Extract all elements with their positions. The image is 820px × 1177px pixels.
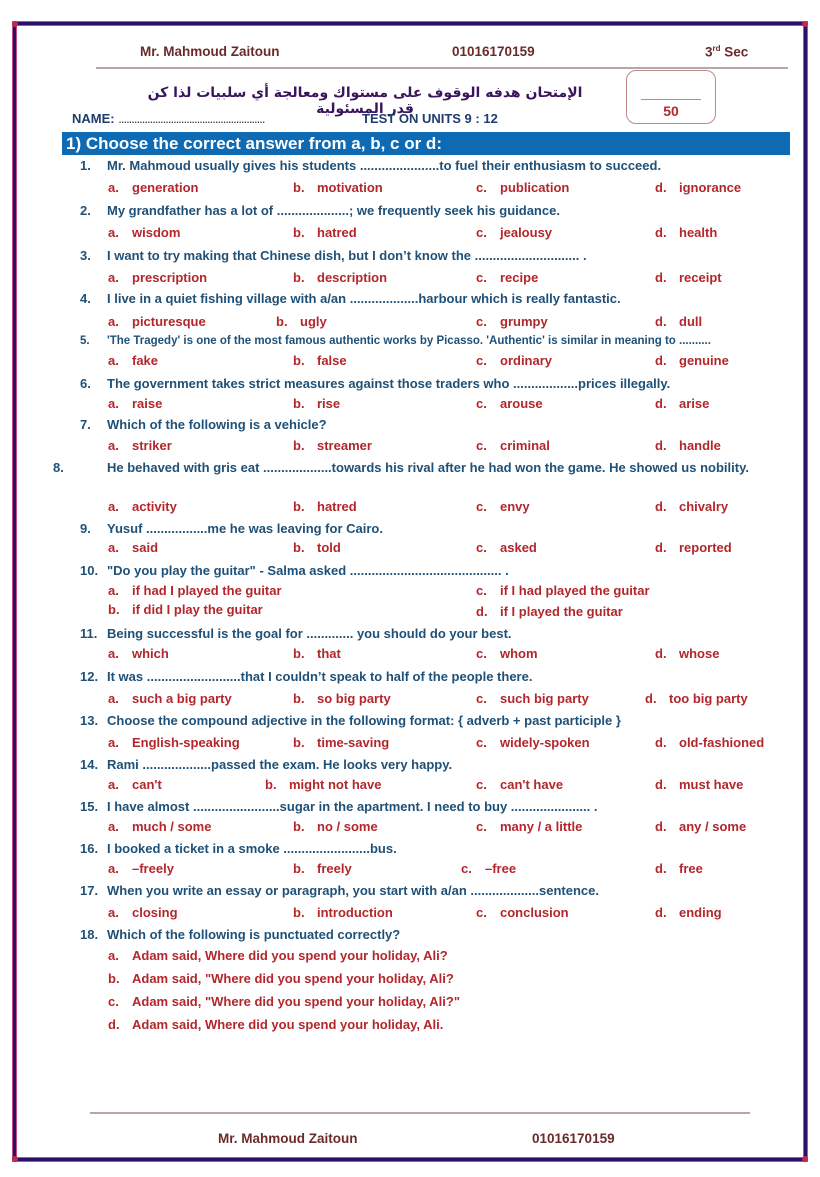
option-letter: b.	[293, 499, 305, 514]
option-letter: d.	[655, 180, 667, 195]
option-text: criminal	[500, 438, 550, 453]
option-b[interactable]	[293, 225, 357, 240]
question-text: The government takes strict measures against those traders who ..................prices illegally.	[107, 376, 671, 391]
option-text: hatred	[317, 225, 357, 240]
question-number: 14.	[80, 757, 99, 772]
option-text: generation	[132, 180, 199, 195]
option-text: if had I played the guitar	[132, 583, 282, 598]
option-text: jealousy	[500, 225, 553, 240]
option-text: can't have	[500, 777, 564, 792]
option-letter: a.	[108, 314, 119, 329]
option-text: might not have	[289, 777, 382, 792]
question-text: I have almost ........................sugar in the apartment. I need to buy ...................... .	[107, 799, 598, 814]
option-d[interactable]	[655, 777, 743, 792]
question-number: 10.	[80, 563, 99, 578]
option-text: time-saving	[317, 735, 390, 750]
question-number: 16.	[80, 841, 99, 856]
border-corner-ornament	[12, 1156, 18, 1162]
name-blank: ........................................................	[118, 111, 265, 126]
option-a[interactable]	[108, 396, 162, 411]
question-16	[80, 841, 397, 856]
option-b[interactable]	[293, 180, 383, 195]
option-b[interactable]	[293, 540, 341, 555]
option-d[interactable]	[655, 735, 764, 750]
test-title: TEST ON UNITS 9 : 12	[362, 111, 498, 126]
option-letter: d.	[655, 646, 667, 661]
option-c[interactable]	[476, 314, 548, 329]
question-text: Choose the compound adjective in the following format: { adverb + past participle }	[107, 713, 621, 728]
option-a[interactable]	[108, 861, 174, 876]
option-d[interactable]	[655, 540, 732, 555]
option-letter: b.	[293, 861, 305, 876]
option-text: introduction	[317, 905, 393, 920]
option-text: such big party	[500, 691, 589, 706]
question-text: When you write an essay or paragraph, you start with a/an ...................sentence.	[107, 883, 599, 898]
question-15	[80, 799, 598, 814]
option-letter: a.	[108, 438, 119, 453]
option-b[interactable]	[293, 691, 391, 706]
option-a[interactable]	[108, 905, 178, 920]
option-text: grumpy	[500, 314, 548, 329]
option-d[interactable]	[655, 646, 719, 661]
option-text: raise	[132, 396, 163, 411]
option-text: told	[317, 540, 341, 555]
option-letter: c.	[476, 905, 487, 920]
option-c[interactable]	[476, 438, 550, 453]
question-text: Yusuf .................me he was leaving for Cairo.	[107, 521, 383, 536]
name-label: NAME:	[72, 111, 115, 126]
option-letter: a.	[108, 646, 119, 661]
option-letter: b.	[108, 602, 120, 617]
option-text: Adam said, Where did you spend your holiday, Ali?	[132, 948, 448, 963]
option-b[interactable]	[293, 438, 372, 453]
option-a[interactable]	[108, 819, 211, 834]
option-letter: c.	[476, 314, 487, 329]
option-text: chivalry	[679, 499, 729, 514]
question-2	[80, 203, 560, 218]
option-text: must have	[679, 777, 744, 792]
footer-phone: 01016170159	[532, 1131, 615, 1146]
option-text: receipt	[679, 270, 722, 285]
option-text: ending	[679, 905, 722, 920]
option-letter: d.	[108, 1017, 120, 1032]
option-d[interactable]	[655, 438, 721, 453]
option-letter: a.	[108, 819, 119, 834]
option-text: streamer	[317, 438, 372, 453]
option-letter: a.	[108, 948, 119, 963]
option-letter: d.	[655, 499, 667, 514]
option-letter: a.	[108, 225, 119, 240]
option-letter: a.	[108, 691, 119, 706]
border-corner-ornament	[802, 1156, 808, 1162]
option-letter: a.	[108, 905, 119, 920]
option-b[interactable]	[108, 971, 454, 986]
question-text: Being successful is the goal for ............. you should do your best.	[107, 626, 512, 641]
option-a[interactable]	[108, 777, 162, 792]
option-letter: d.	[655, 225, 667, 240]
option-letter: b.	[293, 735, 305, 750]
option-c[interactable]	[476, 691, 589, 706]
option-text: picturesque	[132, 314, 206, 329]
question-number: 5.	[80, 335, 90, 347]
option-text: –free	[485, 861, 517, 876]
option-d[interactable]	[655, 861, 703, 876]
option-c[interactable]	[476, 819, 582, 834]
option-d[interactable]	[645, 691, 748, 706]
question-6	[80, 376, 670, 391]
option-letter: a.	[108, 499, 119, 514]
option-b[interactable]	[276, 314, 327, 329]
option-text: closing	[132, 905, 178, 920]
option-letter: b.	[293, 819, 305, 834]
option-a[interactable]	[108, 691, 232, 706]
question-number: 13.	[80, 713, 99, 728]
option-letter: b.	[293, 353, 305, 368]
option-a[interactable]	[108, 583, 282, 598]
option-a[interactable]	[108, 948, 448, 963]
question-text: I booked a ticket in a smoke ........................bus.	[107, 841, 397, 856]
question-1	[80, 158, 661, 173]
question-3	[80, 248, 587, 263]
option-letter: d.	[655, 353, 667, 368]
question-number: 6.	[80, 376, 91, 391]
option-text: envy	[500, 499, 530, 514]
option-b[interactable]	[293, 499, 357, 514]
option-text: that	[317, 646, 341, 661]
option-text: publication	[500, 180, 570, 195]
option-text: fake	[132, 353, 159, 368]
option-letter: d.	[655, 270, 667, 285]
question-text: "Do you play the guitar" - Salma asked .......................................... .	[107, 563, 509, 578]
option-c[interactable]	[476, 777, 563, 792]
option-letter: a.	[108, 353, 119, 368]
question-number: 1.	[80, 158, 91, 173]
option-d[interactable]	[655, 225, 717, 240]
option-letter: a.	[108, 777, 119, 792]
option-letter: c.	[476, 270, 487, 285]
option-letter: b.	[293, 270, 305, 285]
header-teacher-name: Mr. Mahmoud Zaitoun	[140, 44, 280, 59]
option-c[interactable]	[476, 583, 650, 598]
option-letter: d.	[645, 691, 657, 706]
option-c[interactable]	[476, 180, 569, 195]
question-number: 4.	[80, 291, 91, 306]
option-d[interactable]	[655, 270, 722, 285]
option-letter: c.	[476, 540, 487, 555]
option-c[interactable]	[476, 905, 569, 920]
question-14	[80, 757, 452, 772]
option-b[interactable]	[293, 735, 389, 750]
option-a[interactable]	[108, 438, 172, 453]
option-b[interactable]	[293, 861, 352, 876]
option-letter: c.	[476, 225, 487, 240]
option-letter: c.	[476, 353, 487, 368]
option-b[interactable]	[293, 646, 341, 661]
option-text: reported	[679, 540, 732, 555]
option-b[interactable]	[108, 602, 263, 617]
question-8	[53, 459, 770, 477]
option-letter: d.	[655, 777, 667, 792]
footer-teacher-name: Mr. Mahmoud Zaitoun	[218, 1131, 358, 1146]
option-d[interactable]	[108, 1017, 443, 1032]
option-letter: a.	[108, 180, 119, 195]
option-b[interactable]	[293, 353, 347, 368]
option-text: –freely	[132, 861, 174, 876]
header-grade: 3rd Sec	[705, 44, 749, 60]
option-a[interactable]	[108, 270, 207, 285]
header-divider	[96, 67, 788, 69]
option-d[interactable]	[655, 180, 741, 195]
option-letter: d.	[655, 540, 667, 555]
option-letter: c.	[476, 735, 487, 750]
question-text: Mr. Mahmoud usually gives his students ......................to fuel their enthusiasm to succeed.	[107, 158, 662, 173]
option-c[interactable]	[476, 396, 543, 411]
option-a[interactable]	[108, 225, 180, 240]
option-b[interactable]	[293, 905, 393, 920]
question-10	[80, 563, 509, 578]
option-text: too big party	[669, 691, 748, 706]
option-letter: c.	[476, 180, 487, 195]
option-text: hatred	[317, 499, 357, 514]
option-d[interactable]	[655, 396, 709, 411]
option-d[interactable]	[655, 819, 746, 834]
border-corner-ornament	[802, 21, 808, 27]
option-letter: b.	[293, 646, 305, 661]
option-c[interactable]	[461, 861, 516, 876]
option-letter: b.	[108, 971, 120, 986]
option-letter: c.	[476, 777, 487, 792]
question-number: 12.	[80, 669, 99, 684]
option-letter: c.	[476, 583, 487, 598]
option-text: conclusion	[500, 905, 569, 920]
option-c[interactable]	[476, 499, 530, 514]
option-letter: c.	[476, 819, 487, 834]
option-text: no / some	[317, 819, 378, 834]
option-letter: d.	[655, 861, 667, 876]
option-text: freely	[317, 861, 352, 876]
header-phone: 01016170159	[452, 44, 535, 59]
option-a[interactable]	[108, 314, 206, 329]
question-13	[80, 713, 621, 728]
option-text: dull	[679, 314, 703, 329]
question-text: I want to try making that Chinese dish, but I don’t know the ............................. .	[107, 248, 587, 263]
option-text: ignorance	[679, 180, 742, 195]
option-d[interactable]	[655, 905, 722, 920]
question-text: Which of the following is a vehicle?	[107, 417, 327, 432]
option-text: English-speaking	[132, 735, 240, 750]
option-letter: c.	[461, 861, 472, 876]
question-12	[80, 669, 532, 684]
option-text: if I had played the guitar	[500, 583, 650, 598]
section-title-bar: 1) Choose the correct answer from a, b, c or d:	[62, 132, 790, 155]
option-letter: b.	[293, 225, 305, 240]
option-text: free	[679, 861, 703, 876]
option-text: Adam said, Where did you spend your holiday, Ali.	[132, 1017, 444, 1032]
option-b[interactable]	[265, 777, 381, 792]
option-text: arouse	[500, 396, 543, 411]
option-letter: c.	[476, 396, 487, 411]
total-score: 50	[663, 103, 679, 119]
option-letter: a.	[108, 396, 119, 411]
option-a[interactable]	[108, 499, 177, 514]
option-text: activity	[132, 499, 177, 514]
footer-divider	[90, 1112, 750, 1114]
option-text: said	[132, 540, 159, 555]
option-letter: b.	[293, 438, 305, 453]
question-number: 18.	[80, 927, 99, 942]
option-text: rise	[317, 396, 341, 411]
option-letter: a.	[108, 583, 119, 598]
question-text: Rami ...................passed the exam. He looks very happy.	[107, 757, 453, 772]
option-text: prescription	[132, 270, 208, 285]
question-5	[80, 335, 711, 347]
option-text: motivation	[317, 180, 383, 195]
option-text: can't	[132, 777, 162, 792]
option-d[interactable]	[655, 314, 702, 329]
option-text: old-fashioned	[679, 735, 765, 750]
question-number: 7.	[80, 417, 91, 432]
option-text: so big party	[317, 691, 391, 706]
question-number: 8.	[53, 460, 64, 475]
option-text: health	[679, 225, 718, 240]
arabic-instruction: الإمتحان هدفه الوقوف على مستواك ومعالجة أي سلبيات لذا كن قدر المسئولية	[147, 85, 583, 117]
option-text: if did I play the guitar	[132, 602, 263, 617]
question-4	[80, 291, 621, 306]
option-text: recipe	[500, 270, 539, 285]
question-number: 2.	[80, 203, 91, 218]
question-number: 15.	[80, 799, 99, 814]
option-letter: d.	[476, 604, 488, 619]
option-text: asked	[500, 540, 537, 555]
option-letter: b.	[293, 396, 305, 411]
option-c[interactable]	[476, 225, 552, 240]
option-letter: a.	[108, 735, 119, 750]
option-c[interactable]	[476, 735, 590, 750]
option-text: if I played the guitar	[500, 604, 623, 619]
option-text: Adam said, "Where did you spend your holiday, Ali?"	[132, 994, 460, 1009]
option-text: which	[132, 646, 169, 661]
question-number: 3.	[80, 248, 91, 263]
name-field[interactable]	[72, 111, 265, 126]
option-b[interactable]	[293, 819, 378, 834]
option-a[interactable]	[108, 735, 240, 750]
option-letter: d.	[655, 396, 667, 411]
option-letter: d.	[655, 905, 667, 920]
option-d[interactable]	[655, 353, 729, 368]
option-text: ugly	[300, 314, 327, 329]
option-text: much / some	[132, 819, 212, 834]
option-letter: b.	[293, 180, 305, 195]
option-a[interactable]	[108, 646, 169, 661]
question-9	[80, 521, 383, 536]
option-b[interactable]	[293, 396, 340, 411]
option-d[interactable]	[655, 499, 728, 514]
option-c[interactable]	[476, 646, 538, 661]
option-letter: b.	[293, 691, 305, 706]
option-letter: c.	[476, 646, 487, 661]
option-text: handle	[679, 438, 721, 453]
option-text: any / some	[679, 819, 747, 834]
option-letter: b.	[276, 314, 288, 329]
option-text: many / a little	[500, 819, 583, 834]
question-text: My grandfather has a lot of ....................; we frequently seek his guidance.	[107, 203, 560, 218]
border-corner-ornament	[12, 21, 18, 27]
option-text: false	[317, 353, 347, 368]
option-text: genuine	[679, 353, 729, 368]
option-text: whom	[500, 646, 538, 661]
question-number: 17.	[80, 883, 99, 898]
option-text: striker	[132, 438, 172, 453]
option-letter: d.	[655, 314, 667, 329]
option-text: ordinary	[500, 353, 553, 368]
question-text: 'The Tragedy' is one of the most famous authentic works by Picasso. 'Authentic' is similar in meaning to ..........	[107, 335, 711, 347]
question-number: 9.	[80, 521, 91, 536]
question-text: It was ..........................that I couldn’t speak to half of the people there.	[107, 669, 533, 684]
question-text: He behaved with gris eat ...................towards his rival after he had won the game. He showed us nobility.	[107, 460, 749, 475]
option-c[interactable]	[476, 353, 552, 368]
option-a[interactable]	[108, 353, 158, 368]
option-letter: b.	[293, 905, 305, 920]
option-letter: d.	[655, 438, 667, 453]
option-c[interactable]	[108, 994, 460, 1009]
question-text: I live in a quiet fishing village with a/an ...................harbour which is really fantastic.	[107, 291, 621, 306]
option-text: widely-spoken	[500, 735, 590, 750]
option-text: wisdom	[132, 225, 181, 240]
option-text: arise	[679, 396, 710, 411]
option-text: description	[317, 270, 388, 285]
option-letter: d.	[655, 735, 667, 750]
option-letter: a.	[108, 861, 119, 876]
option-text: whose	[679, 646, 720, 661]
option-letter: b.	[265, 777, 277, 792]
option-a[interactable]	[108, 180, 198, 195]
option-letter: b.	[293, 540, 305, 555]
score-line	[641, 99, 701, 100]
score-box	[626, 70, 716, 124]
option-letter: c.	[476, 499, 487, 514]
option-d[interactable]	[476, 604, 623, 619]
option-letter: c.	[108, 994, 119, 1009]
option-text: Adam said, "Where did you spend your holiday, Ali?	[132, 971, 454, 986]
option-letter: c.	[476, 691, 487, 706]
option-letter: a.	[108, 540, 119, 555]
option-letter: d.	[655, 819, 667, 834]
question-18	[80, 927, 400, 942]
option-letter: c.	[476, 438, 487, 453]
option-c[interactable]	[476, 540, 537, 555]
option-c[interactable]	[476, 270, 538, 285]
question-number: 11.	[80, 626, 98, 641]
option-b[interactable]	[293, 270, 387, 285]
question-text: Which of the following is punctuated correctly?	[107, 927, 401, 942]
question-17	[80, 883, 599, 898]
option-text: such a big party	[132, 691, 232, 706]
question-11	[80, 626, 512, 641]
option-a[interactable]	[108, 540, 158, 555]
option-letter: a.	[108, 270, 119, 285]
question-7	[80, 417, 327, 432]
